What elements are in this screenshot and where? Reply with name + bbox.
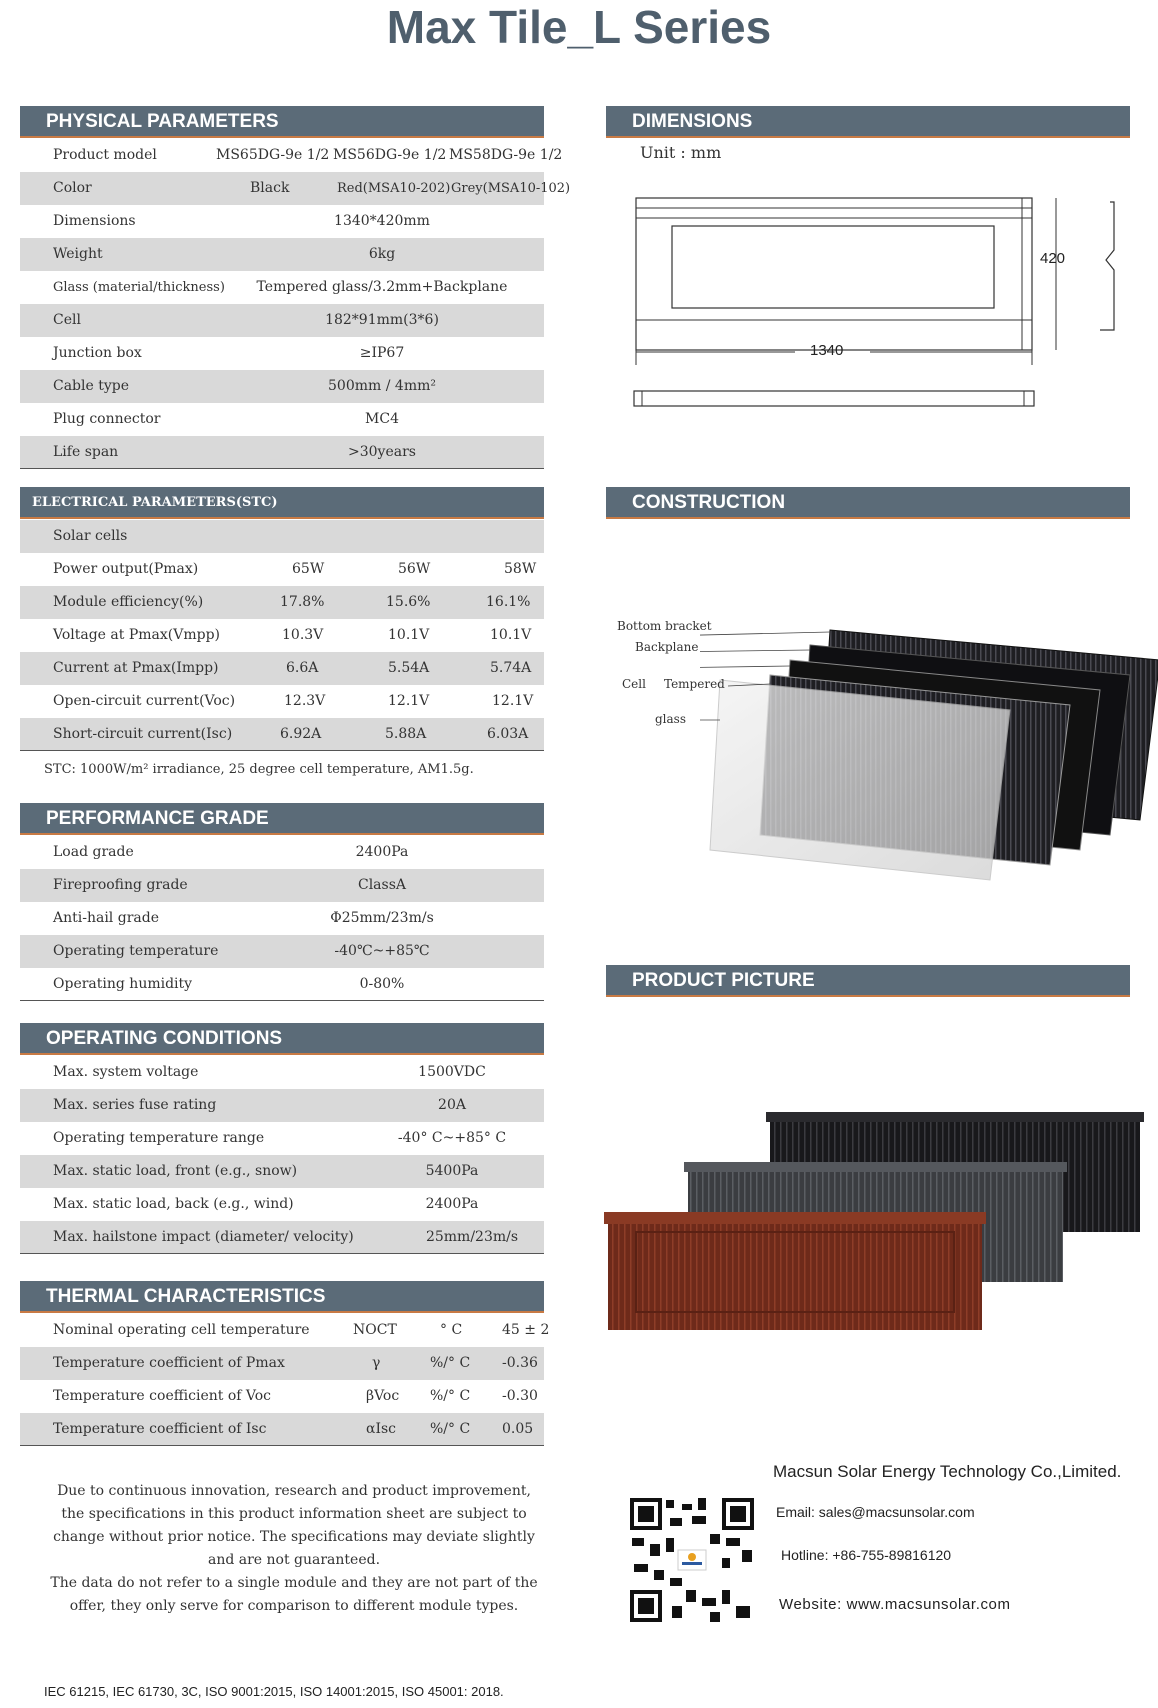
electrical-parameters-header: ELECTRICAL PARAMETERS(STC) [20,487,544,519]
row-value: 2400Pa [355,844,409,860]
disclaimer-line: the specifications in this product information sheet are subject to [61,1506,527,1522]
solar-cells-label: Solar cells [53,528,128,544]
row-symbol: βVoc [366,1388,400,1404]
row-label: Module efficiency(%) [53,594,204,610]
table-row [20,902,544,935]
table-row [20,652,544,685]
table-row [20,1380,544,1413]
table-row [20,586,544,619]
row-value: 45 ± 2 [502,1322,550,1338]
physical-parameters-table [20,139,571,469]
row-label: Junction box [53,345,142,361]
row-value: 2400Pa [425,1196,479,1212]
color-value-2: Red(MSA10-202) [337,181,451,196]
thermal-characteristics-header: THERMAL CHARACTERISTICS [20,1281,544,1313]
table-row [20,436,544,469]
construction-label-backplane: Backplane [635,640,699,654]
contact-website: Website: www.macsunsolar.com [779,1596,1011,1613]
row-label: Open-circuit current(Voc) [53,693,236,709]
product-picture [600,1100,1150,1340]
row-value: -0.30 [502,1388,538,1404]
row-label: Temperature coefficient of Isc [53,1421,267,1437]
disclaimer-line: The data do not refer to a single module and they are not part of the [50,1575,538,1591]
operating-conditions-table [20,1056,544,1254]
qr-code [626,1494,758,1626]
thermal-characteristics-table [20,1314,550,1446]
row-value: 1340*420mm [334,213,430,229]
row-value: ClassA [357,877,406,893]
contact-hotline: Hotline: +86-755-89816120 [781,1547,952,1563]
construction-label-bottom-bracket: Bottom bracket [617,619,712,633]
table-row [20,520,544,553]
product-model-label: Product model [53,147,157,163]
row-label: Nominal operating cell temperature [53,1322,310,1338]
product-model-2: MS56DG-9e 1/2 [333,147,447,163]
table-row [20,271,544,304]
table-row [20,1314,550,1347]
row-value: 12.1V [388,693,430,709]
row-label: Current at Pmax(Impp) [53,660,219,676]
row-unit: %/° C [430,1421,471,1437]
color-value-3: Grey(MSA10-102) [451,181,571,196]
row-value: MC4 [365,411,399,427]
row-value: 56W [398,561,431,577]
table-row [20,403,544,436]
row-unit: %/° C [430,1355,471,1371]
disclaimer-line: offer, they only serve for comparison to different module types. [69,1598,519,1614]
row-value: 10.1V [490,627,532,643]
electrical-parameters-table [20,520,544,751]
construction-label-tempered: Tempered [664,677,725,691]
row-value: 15.6% [386,594,431,610]
row-label: Cable type [53,378,130,394]
height-dimension-label: 420 [1040,250,1066,267]
row-label: Max. system voltage [53,1064,199,1080]
row-label: Glass (material/thickness) [53,280,225,295]
row-label: Dimensions [53,213,136,229]
product-model-3: MS58DG-9e 1/2 [449,147,563,163]
row-label: Operating temperature [53,943,219,959]
table-row [20,337,544,370]
color-label: Color [53,180,92,196]
performance-grade-table [20,836,544,1001]
row-value: 12.1V [492,693,534,709]
row-value: 6.92A [280,726,322,742]
row-label: Operating temperature range [53,1130,265,1146]
row-value: 0-80% [359,976,405,992]
row-label: Max. hailstone impact (diameter/ velocity) [53,1229,354,1245]
performance-grade-header: PERFORMANCE GRADE [20,803,544,835]
contact-email: Email: sales@macsunsolar.com [776,1504,975,1520]
row-label: Power output(Pmax) [53,561,199,577]
table-row [20,238,544,271]
dimension-drawing [620,190,1140,420]
table-row [20,1089,544,1122]
disclaimer-line: Due to continuous innovation, research and product improvement, [57,1483,531,1499]
certifications: IEC 61215, IEC 61730, 3C, ISO 9001:2015, ISO 14001:2015, ISO 45001: 2018. [44,1684,504,1699]
table-row [20,139,563,172]
row-value: 182*91mm(3*6) [325,312,439,328]
row-label: Anti-hail grade [53,910,159,926]
row-label: Load grade [53,844,134,860]
disclaimer-line: and are not guaranteed. [207,1552,381,1568]
row-value: 58W [504,561,537,577]
table-row [20,685,544,718]
company-name: Macsun Solar Energy Technology Co.,Limited. [773,1462,1122,1481]
row-value: 10.3V [282,627,324,643]
row-value: -40° C~+85° C [397,1130,507,1146]
table-row [20,1221,544,1254]
row-value: >30years [348,444,416,460]
row-value: 500mm / 4mm² [328,378,436,394]
table-row [20,935,544,968]
table-row [20,1122,544,1155]
row-label: Plug connector [53,411,161,427]
table-row [20,619,544,652]
product-model-1: MS65DG-9e 1/2 [216,147,330,163]
row-value: 0.05 [502,1421,534,1437]
row-value: 6.6A [286,660,319,676]
table-row [20,968,544,1001]
construction-header: CONSTRUCTION [606,487,1130,519]
row-symbol: NOCT [353,1322,397,1338]
row-unit: %/° C [430,1388,471,1404]
row-value: 6.03A [487,726,529,742]
row-label: Voltage at Pmax(Vmpp) [53,627,220,643]
table-row [20,205,544,238]
table-row [20,553,544,586]
row-value: 5.54A [388,660,430,676]
table-row [20,1347,544,1380]
row-label: Cell [53,312,81,328]
table-row [20,1155,544,1188]
width-dimension-label: 1340 [810,342,844,359]
row-label: Life span [53,444,119,460]
table-row [20,370,544,403]
construction-label-cell: Cell [622,677,646,691]
row-value: 5400Pa [425,1163,479,1179]
dimensions-header: DIMENSIONS [606,106,1130,138]
table-row [20,718,544,751]
row-value: 6kg [368,246,396,262]
table-row [20,304,544,337]
row-value: 65W [292,561,325,577]
dimension-unit: Unit : mm [640,143,722,162]
row-value: 20A [438,1097,466,1113]
row-label: Max. static load, back (e.g., wind) [53,1196,294,1212]
row-label: Operating humidity [53,976,193,992]
row-value: 10.1V [388,627,430,643]
row-symbol: γ [372,1355,381,1371]
row-value: -0.36 [502,1355,538,1371]
row-value: 25mm/23m/s [425,1229,519,1245]
row-value: 12.3V [284,693,326,709]
table-row [20,1056,544,1089]
disclaimer-line: change without prior notice. The specifications may deviate slightly [53,1529,535,1545]
row-value: 5.88A [385,726,427,742]
operating-conditions-header: OPERATING CONDITIONS [20,1023,544,1055]
stc-note: STC: 1000W/m² irradiance, 25 degree cell temperature, AM1.5g. [44,762,474,777]
row-label: Fireproofing grade [53,877,188,893]
table-row [20,1188,544,1221]
row-label: Max. series fuse rating [53,1097,217,1113]
row-value: Tempered glass/3.2mm+Backplane [256,279,508,295]
row-label: Weight [53,246,103,262]
row-value: ≥IP67 [359,345,405,361]
row-value: Φ25mm/23m/s [330,910,434,926]
table-row [20,1413,544,1446]
construction-label-glass: glass [655,712,686,726]
table-row [20,836,544,869]
disclaimer-text [24,1480,564,1618]
page-title: Max Tile_L Series [386,1,772,53]
row-value: 16.1% [486,594,531,610]
row-label: Short-circuit current(Isc) [53,726,233,742]
table-row [20,172,571,205]
row-value: 1500VDC [418,1064,486,1080]
color-value-1: Black [250,180,290,196]
row-value: 17.8% [280,594,325,610]
table-row [20,869,544,902]
row-value: 5.74A [490,660,532,676]
row-symbol: αIsc [366,1421,397,1437]
physical-parameters-header: PHYSICAL PARAMETERS [20,106,544,138]
row-unit: ° C [440,1322,463,1338]
row-label: Temperature coefficient of Voc [53,1388,271,1404]
row-label: Temperature coefficient of Pmax [53,1355,285,1371]
row-value: -40℃~+85℃ [334,943,430,959]
row-label: Max. static load, front (e.g., snow) [53,1163,298,1179]
product-picture-header: PRODUCT PICTURE [606,965,1130,997]
construction-exploded-view [700,620,1158,890]
